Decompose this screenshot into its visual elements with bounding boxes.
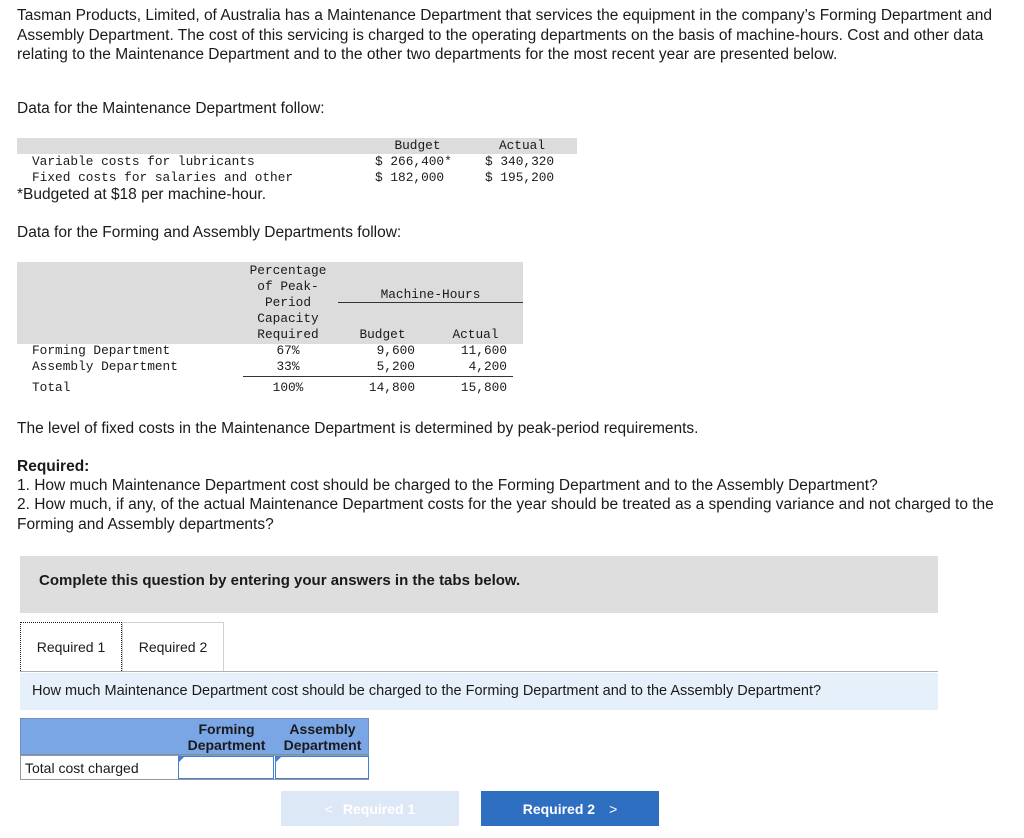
pct-header-line: of Peak- [257, 279, 319, 294]
maintenance-footnote: *Budgeted at $18 per machine-hour. [17, 186, 267, 203]
pct-header-line: Percentage [249, 263, 327, 278]
department-row-label: Forming Department [32, 343, 171, 358]
forming-col-header-line: Department [187, 737, 266, 753]
total-row-budget: 14,800 [368, 380, 415, 395]
chevron-right-icon: > [609, 800, 618, 817]
assembly-col-header-line: Assembly [289, 721, 356, 737]
departments-col-budget: Budget [359, 327, 406, 342]
maintenance-row-label: Variable costs for lubricants [32, 154, 255, 169]
tab-required-1[interactable]: Required 1 [20, 622, 122, 671]
total-divider [243, 376, 513, 377]
forming-col-header [178, 721, 275, 753]
maintenance-row-label: Fixed costs for salaries and other [32, 170, 294, 185]
required-1-text: 1. How much Maintenance Department cost should be charged to the Forming Department and to the Assembly Department? [17, 477, 878, 494]
next-button-label: Required 2 [522, 800, 596, 817]
required-title: Required: [17, 458, 90, 475]
maintenance-heading: Data for the Maintenance Department follow: [17, 100, 325, 117]
assembly-total-input[interactable] [275, 756, 369, 779]
department-row-budget: 5,200 [376, 359, 415, 374]
maintenance-row-budget: $ 182,000 [375, 170, 445, 185]
required-2-text: 2. How much, if any, of the actual Maintenance Department costs for the year should be treated as a spending variance and not charged to the Forming and Assembly departments? [17, 496, 994, 533]
department-row-actual: 4,200 [468, 359, 507, 374]
maintenance-row-actual: $ 195,200 [485, 170, 555, 185]
prev-button-label: Required 1 [342, 800, 416, 817]
pct-header-line: Required [257, 327, 319, 342]
chevron-left-icon: < [324, 800, 333, 817]
department-row-label: Assembly Department [32, 359, 178, 374]
maintenance-col-actual: Actual [498, 138, 546, 153]
next-button[interactable] [481, 791, 659, 826]
assembly-col-header-line: Department [283, 737, 362, 753]
assembly-col-header [275, 721, 370, 753]
total-row-actual: 15,800 [460, 380, 507, 395]
prev-button[interactable] [281, 791, 459, 826]
instruction-panel [20, 556, 938, 613]
intro-text: Tasman Products, Limited, of Australia has a Maintenance Department that services the equipment in the company’s Forming Department and Assembly Department. The cost of this servicing is charged to the operating departments on the basis of machine-hours. Cost and other data relating to the Maintenance Department and to the other two departments for the most recent year are presented below. [17, 7, 992, 63]
total-row-pct: 100% [272, 380, 304, 395]
note-text: The level of fixed costs in the Maintenance Department is determined by peak-period requirements. [17, 420, 699, 437]
total-row-label: Total [32, 380, 71, 395]
department-row-pct: 67% [276, 343, 300, 358]
machine-hours-header: Machine-Hours [380, 287, 481, 302]
tab-divider [20, 671, 938, 672]
answer-table-header [20, 718, 369, 755]
maintenance-row-actual: $ 340,320 [485, 154, 555, 169]
tab-required-2[interactable]: Required 2 [122, 622, 224, 671]
instruction-text: Complete this question by entering your answers in the tabs below. [39, 572, 521, 589]
department-row-pct: 33% [276, 359, 300, 374]
total-cost-charged-row [20, 755, 369, 780]
department-row-actual: 11,600 [460, 343, 507, 358]
department-row-budget: 9,600 [376, 343, 415, 358]
departments-col-actual: Actual [452, 327, 499, 342]
forming-col-header-line: Forming [198, 721, 255, 737]
question-text: How much Maintenance Department cost should be charged to the Forming Department and to the Assembly Department? [20, 673, 938, 710]
pct-header-line: Capacity [257, 311, 319, 326]
forming-total-input[interactable] [178, 756, 274, 779]
pct-header-line: Period [264, 295, 312, 310]
departments-heading: Data for the Forming and Assembly Departments follow: [17, 224, 402, 241]
machine-hours-underline [338, 302, 523, 303]
maintenance-col-budget: Budget [394, 138, 441, 153]
maintenance-row-budget: $ 266,400* [375, 154, 452, 169]
total-cost-charged-label: Total cost charged [25, 760, 139, 776]
